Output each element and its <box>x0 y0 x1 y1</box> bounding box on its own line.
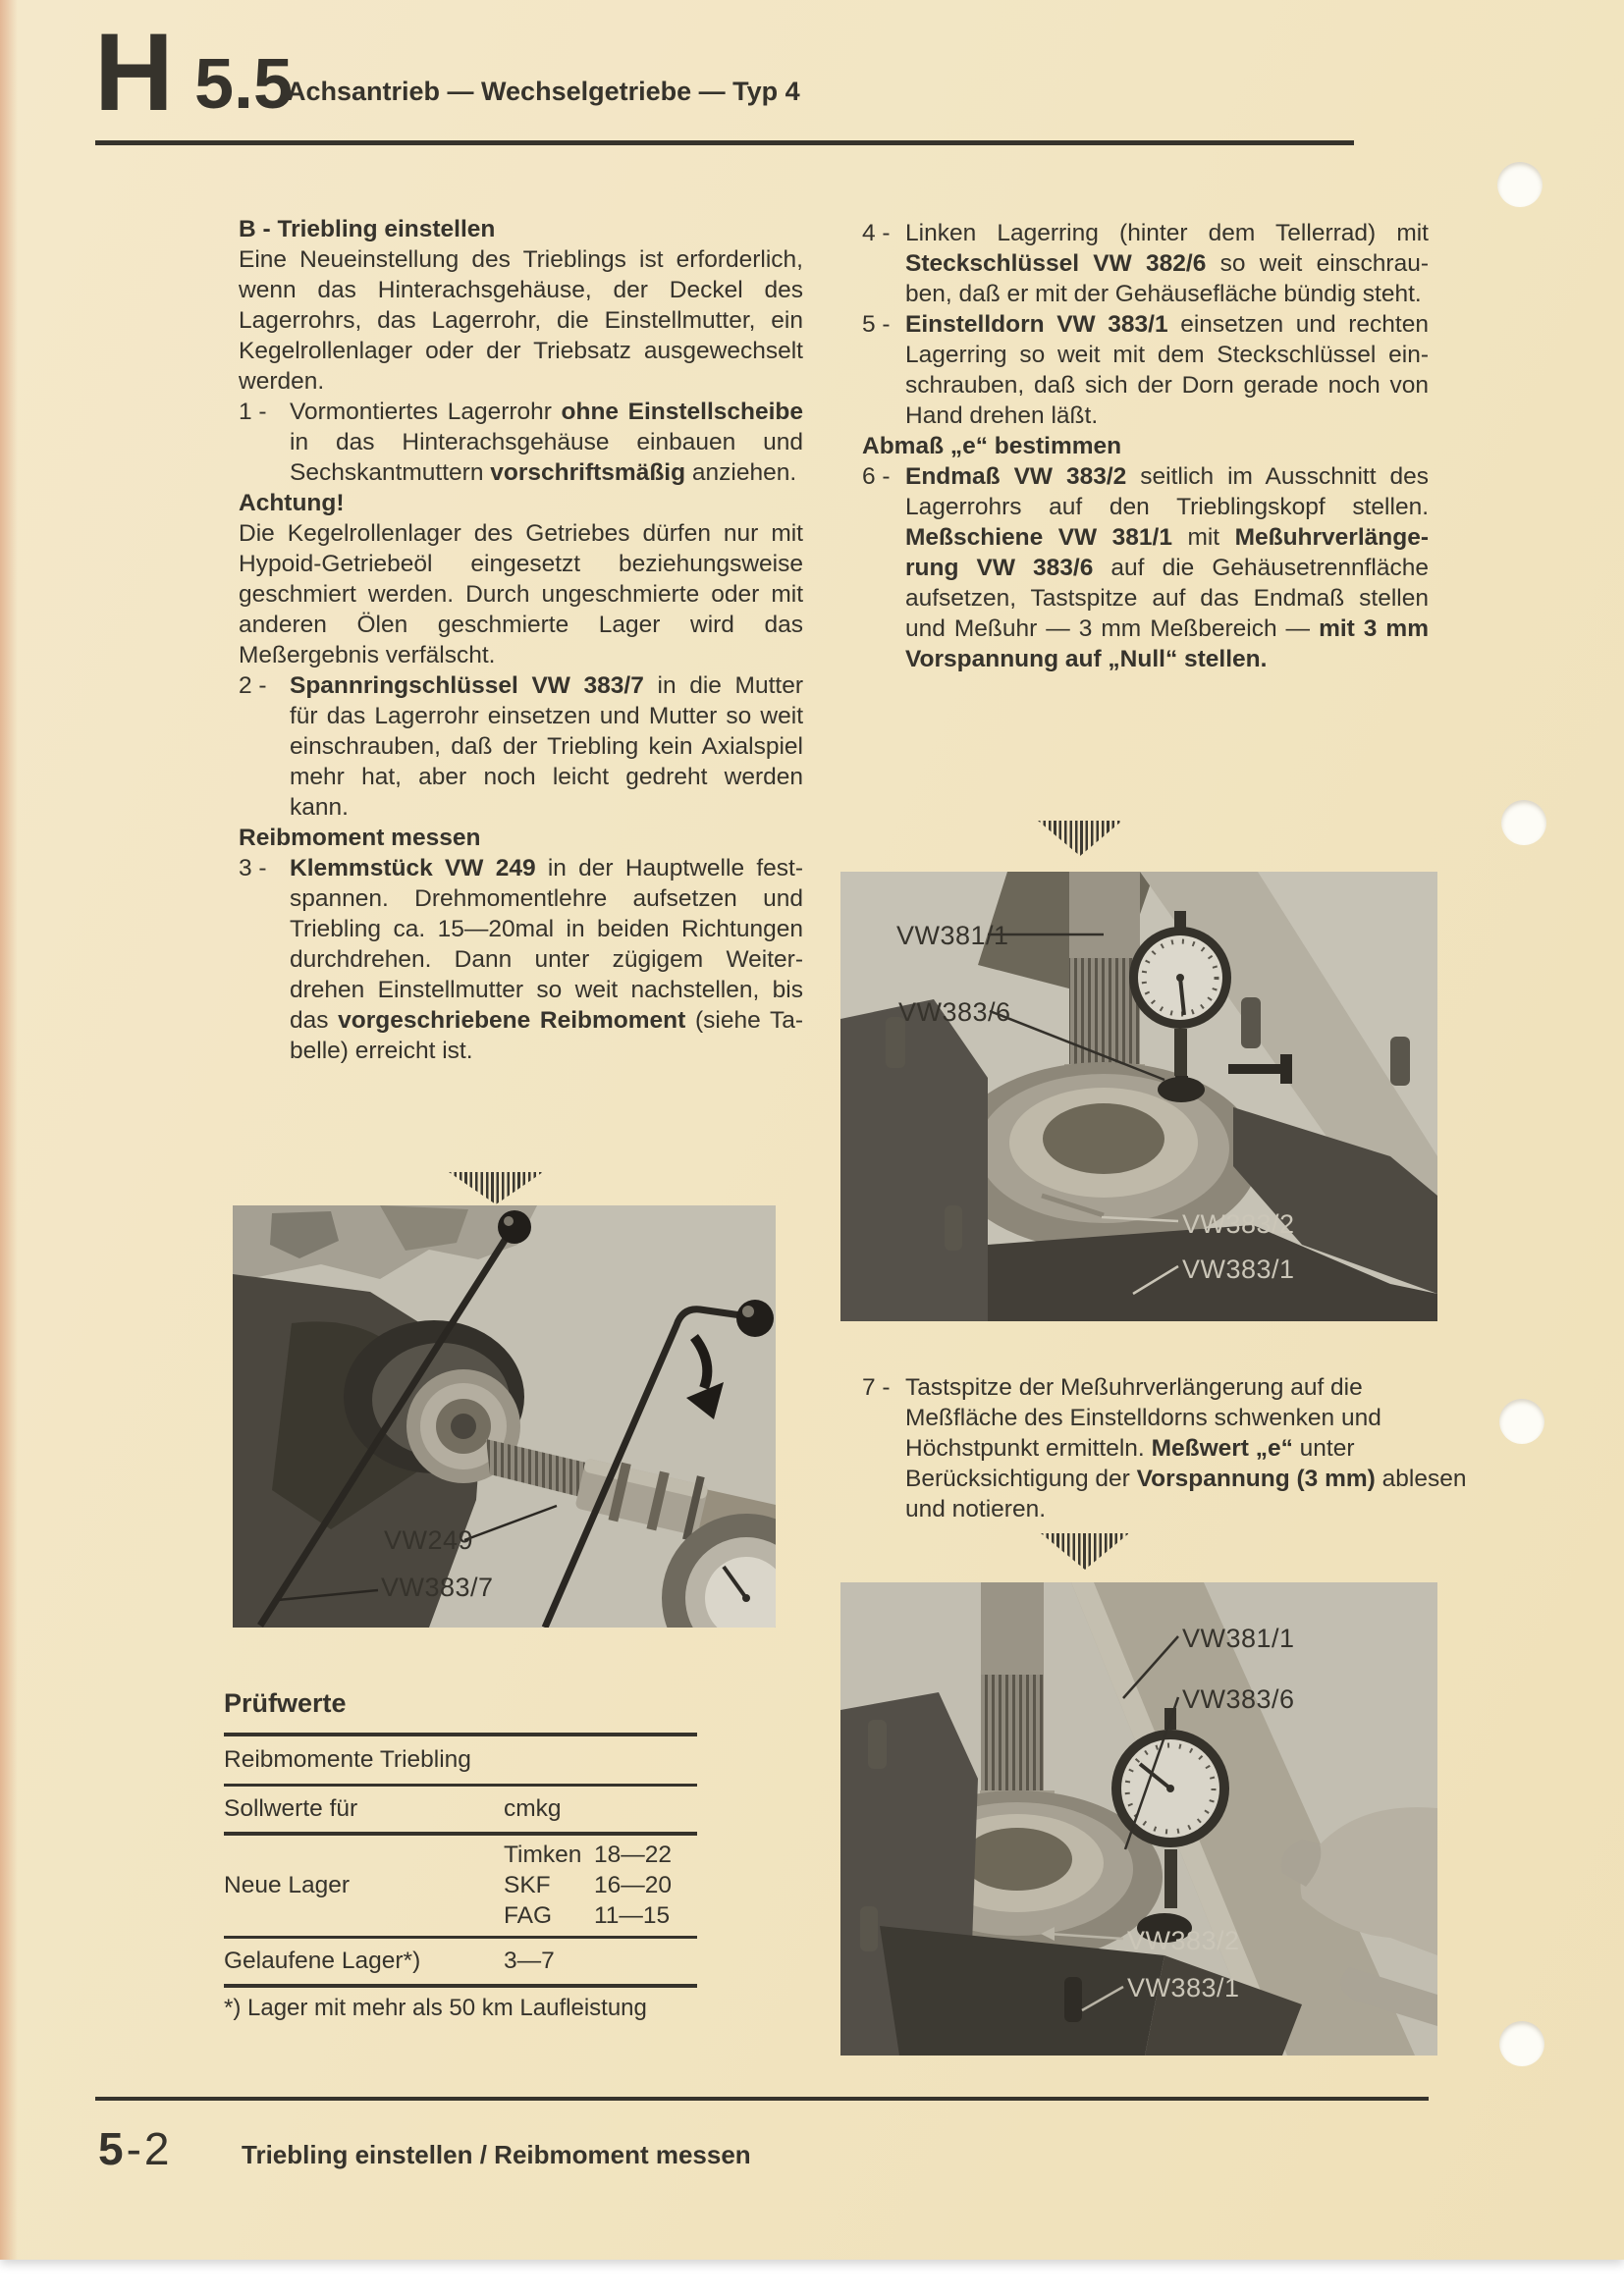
photo-dial-gauge-reading <box>840 1582 1437 2056</box>
right-column <box>862 218 1429 674</box>
table-row-used-bearings <box>224 1939 697 1984</box>
footer-page-major: 5 <box>98 2123 127 2174</box>
tool-label-vw383-6: VW383/6 <box>1182 1684 1295 1714</box>
tool-label-vw249: VW249 <box>384 1525 474 1555</box>
caution-text: Die Kegelrollenlager des Getriebes dürfen nur mit Hypoid-Getriebeöl eingesetzt beziehungsweise geschmiert werden. Durch ungeschmierte oder mit anderen Ölen geschmierte Lager wird das Meßergebnis verfälscht. <box>239 520 803 668</box>
bearing-values <box>504 1842 697 1930</box>
step-2-text: Spannringschlüssel VW 383/7 in die Mutter für das Lagerrohr einsetzen und Mutter so weit einschrauben, daß der Triebling kein Axialspiel mehr hat, aber noch leicht gedreht werden kann. <box>290 672 803 821</box>
tool-label-vw383-2: VW383/2 <box>1182 1209 1295 1239</box>
punch-hole <box>1497 162 1543 207</box>
section-b-heading: B - Triebling einstellen <box>239 216 496 242</box>
table-footnote: *) Lager mit mehr als 50 km Laufleistung <box>224 1994 647 2021</box>
bearing-value: 16—20 <box>594 1871 673 1898</box>
bearing-value: 11—15 <box>594 1901 671 1929</box>
tool-label-vw381-1: VW381/1 <box>1182 1624 1295 1653</box>
step-4 <box>862 218 1429 309</box>
header-divider <box>95 140 1354 145</box>
photo-friction-torque-wrench <box>233 1205 776 1628</box>
splined-shaft <box>981 1675 1044 1802</box>
step-1-text: Vormontiertes Lagerrohr ohne Einstellscheibe in das Hinterachsgehäuse einbauen und Sechskantmuttern vorschriftsmäßig anziehen. <box>290 399 803 486</box>
step-4-number: 4 - <box>862 220 891 246</box>
step-5 <box>862 309 1429 431</box>
step-4-text: Linken Lagerring (hinter dem Tellerrad) mit Steckschlüssel VW 382/6 so weit einschrauben, daß er mit der Gehäusefläche bündig steht. <box>905 220 1429 307</box>
bearing-line <box>504 1872 697 1899</box>
table-subtitle: Reibmomente Triebling <box>224 1745 471 1773</box>
bearing-line <box>504 1902 697 1930</box>
col-header-cmkg: cmkg <box>504 1795 562 1822</box>
bearing-brand: Timken <box>504 1841 582 1868</box>
tool-label-vw383-6: VW383/6 <box>898 997 1011 1027</box>
friction-torque-heading: Reibmoment messen <box>239 825 481 851</box>
used-bearing-value: 3—7 <box>504 1948 555 1974</box>
punch-hole <box>1499 1399 1544 1444</box>
bearing-value: 18—22 <box>594 1841 673 1868</box>
step-5-text: Einstelldorn VW 383/1 einsetzen und rechten Lagerring so weit mit dem Steckschlüssel einschrauben, daß sich der Dorn gerade noch von Hand drehen läßt. <box>905 311 1429 429</box>
step-6-text: Endmaß VW 383/2 seitlich im Ausschnitt des Lagerrohrs auf den Trieblingskopf stellen. Meßschiene VW 381/1 mit Meßuhrverlängerung VW 383/6 auf die Gehäusetrennfläche aufsetzen, Tastspitze auf das Endmaß stellen und Meßuhr — 3 mm Meßbereich — mit 3 mm Vorspannung auf „Null“ stellen. <box>905 463 1429 672</box>
dimension-e-heading: Abmaß „e“ bestimmen <box>862 433 1122 459</box>
table-footnote-row <box>224 1988 697 2029</box>
step-7-number: 7 - <box>862 1374 891 1401</box>
step-1-number: 1 - <box>239 399 267 425</box>
tool-label-vw383-1: VW383/1 <box>1127 1973 1240 2002</box>
step-7-text: Tastspitze der Meßuhrverlängerung auf die Meßfläche des Einstelldorns schwenken und Höchstpunkt ermitteln. Meßwert „e“ unter Berücksichtigung der Vorspannung (3 mm) ablesen und notieren. <box>905 1374 1467 1522</box>
left-column <box>239 214 803 1066</box>
section-number: 5.5 <box>194 45 294 124</box>
table-row-new-bearings <box>224 1836 697 1936</box>
bearing-line <box>504 1842 697 1869</box>
step-2-number: 2 - <box>239 672 267 699</box>
footer-divider <box>95 2097 1429 2101</box>
bearing-brand: FAG <box>504 1901 553 1929</box>
tool-label-vw383-1: VW383/1 <box>1182 1255 1295 1284</box>
page-title: Achsantrieb — Wechselgetriebe — Typ 4 <box>287 77 800 106</box>
page-binding-edge <box>0 0 18 2260</box>
step-5-number: 5 - <box>862 311 891 338</box>
row-label-neue-lager: Neue Lager <box>224 1871 351 1898</box>
step-3-number: 3 - <box>239 855 267 881</box>
footer-page-minor: -2 <box>126 2123 173 2174</box>
step-3-text: Klemmstück VW 249 in der Hauptwelle festspannen. Drehmomentlehre aufsetzen und Triebling ca. 15—20mal in beiden Richtungen durchdrehen. Dann unter zügigem Weiterdrehen Einstellmutter so weit nachstellen, bis das vorgeschriebene Reibmoment (siehe Tabelle) erreicht ist. <box>290 855 803 1064</box>
caution-heading: Achtung! <box>239 490 345 516</box>
tool-label-vw383-7: VW383/7 <box>381 1573 494 1602</box>
tool-label-vw381-1: VW381/1 <box>896 921 1009 950</box>
row-label-gelaufene-lager: Gelaufene Lager*) <box>224 1948 421 1974</box>
footer-page-number <box>98 2122 173 2175</box>
test-values-table <box>224 1688 697 2029</box>
table-header-row <box>224 1787 697 1832</box>
tool-label-vw383-2: VW383/2 <box>1127 1926 1240 1955</box>
step-6 <box>862 461 1429 674</box>
section-letter: H <box>94 11 171 133</box>
step-3 <box>239 853 803 1066</box>
step-2 <box>239 670 803 823</box>
photo-1-illustration <box>233 1205 776 1628</box>
punch-hole <box>1499 2021 1544 2066</box>
table-title: Prüfwerte <box>224 1688 347 1718</box>
footer-caption: Triebling einstellen / Reibmoment messen <box>242 2140 751 2169</box>
step-7 <box>862 1372 1472 1524</box>
punch-hole <box>1501 800 1546 845</box>
step-1 <box>239 397 803 488</box>
intro-paragraph: Eine Neueinstellung des Trieblings ist erforderlich, wenn das Hinterachsgehäuse, der Deckel des Lagerrohrs, das Lagerrohr, die Einstellmutter, ein Kegelrollenlager oder der Triebsatz ausgewechselt werden. <box>239 246 803 395</box>
step-6-number: 6 - <box>862 463 891 490</box>
table-subtitle-row <box>224 1736 697 1784</box>
bearing-brand: SKF <box>504 1871 551 1898</box>
col-header-sollwerte: Sollwerte für <box>224 1795 358 1822</box>
photo-dial-gauge-setup <box>840 872 1437 1321</box>
